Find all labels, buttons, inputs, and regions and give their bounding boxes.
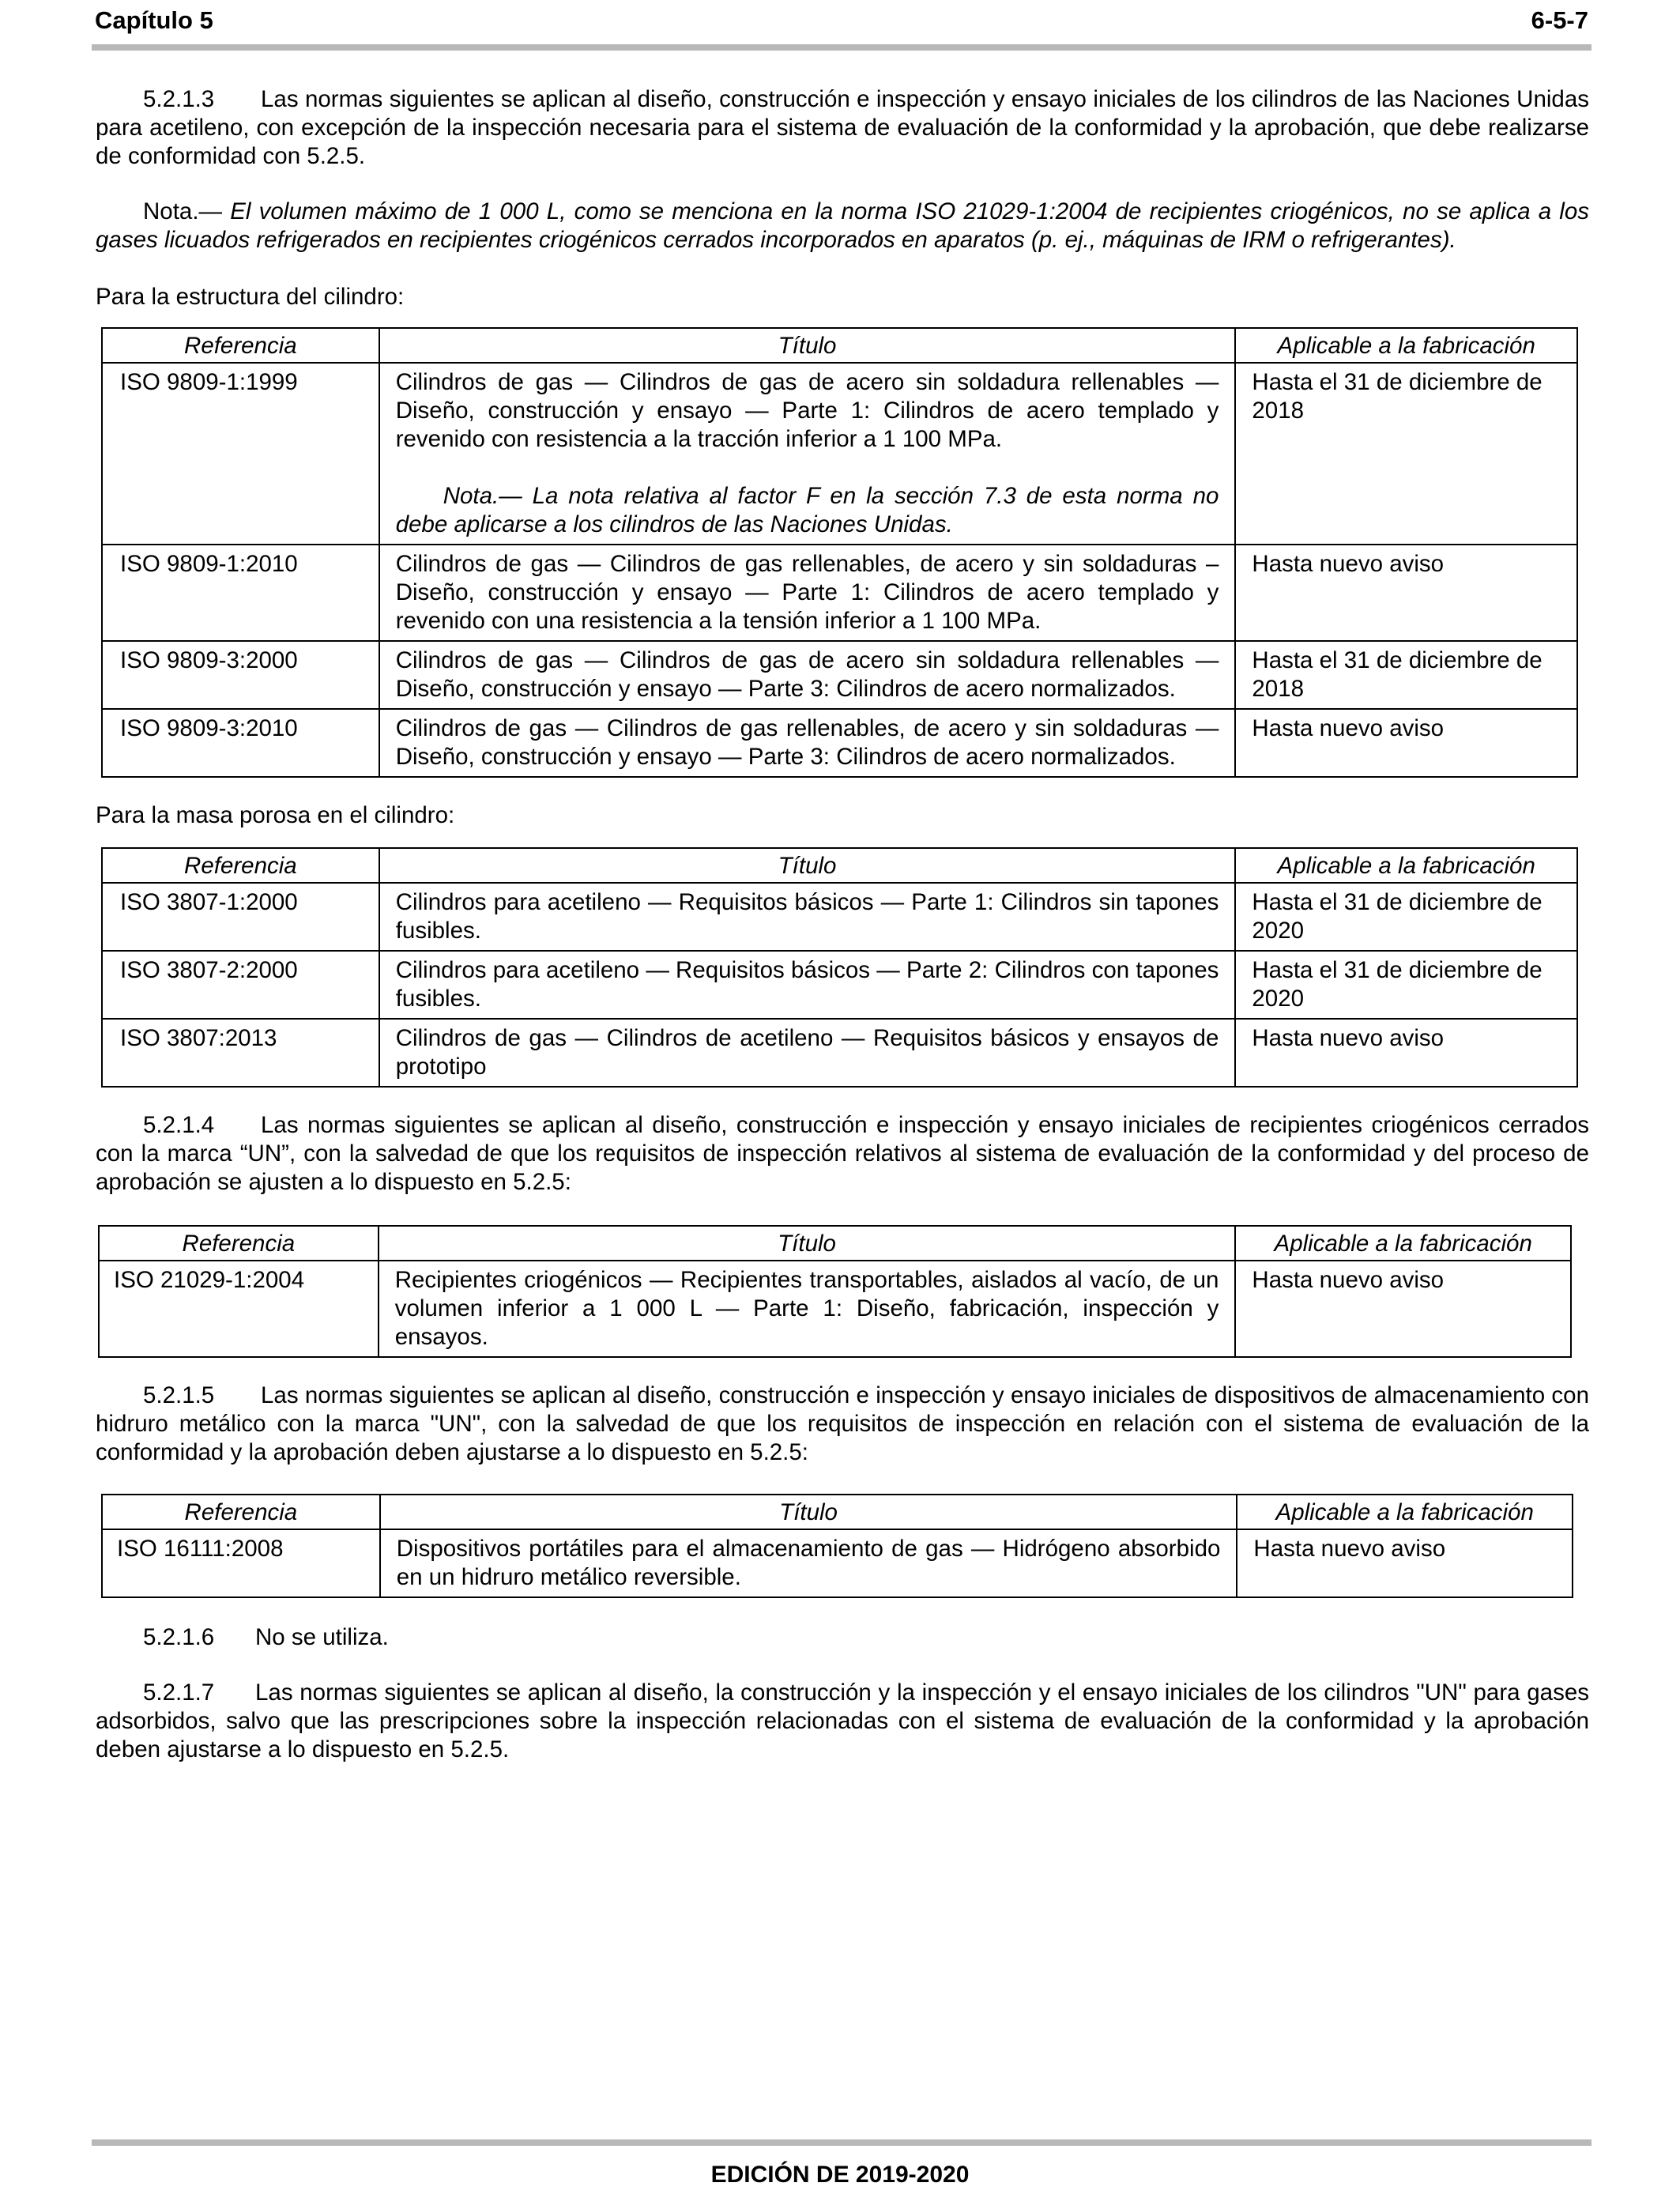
- paragraph-5-2-1-4: [96, 1111, 1589, 1197]
- section-text: No se utiliza.: [255, 1624, 389, 1650]
- header-applicable: Aplicable a la fabricación: [1235, 328, 1577, 363]
- cell-reference: ISO 3807-2:2000: [102, 951, 379, 1019]
- cell-reference: ISO 3807-1:2000: [102, 883, 379, 951]
- cell-reference: ISO 3807:2013: [102, 1019, 379, 1087]
- table-header-row: [102, 1495, 1573, 1529]
- cell-applicable: Hasta nuevo aviso: [1235, 1261, 1571, 1357]
- cell-title: Cilindros de gas — Cilindros de gas rellenables, de acero y sin soldaduras – Diseño, construcción y ensayo — Parte 1: Cilindros de acero templado y revenido con una resistencia a la tensión inferior a 1 100 MPa.: [379, 545, 1236, 641]
- note-text: El volumen máximo de 1 000 L, como se menciona en la norma ISO 21029-1:2004 de recipientes criogénicos, no se aplica a los gases licuados refrigerados en recipientes criogénicos cerrados incorporados en aparatos (p. ej., máquinas de IRM o refrigerantes).: [96, 198, 1589, 253]
- header-applicable: Aplicable a la fabricación: [1235, 1226, 1571, 1261]
- cell-applicable: Hasta nuevo aviso: [1235, 545, 1577, 641]
- porous-intro: Para la masa porosa en el cilindro:: [96, 802, 455, 828]
- section-number: 5.2.1.6: [143, 1624, 215, 1650]
- table-row: [102, 1019, 1577, 1087]
- page-number: 6-5-7: [1531, 6, 1588, 34]
- cell-applicable: Hasta nuevo aviso: [1237, 1529, 1573, 1597]
- header-reference: Referencia: [102, 848, 379, 883]
- title-note: Nota.— La nota relativa al factor F en la sección 7.3 de esta norma no debe aplicarse a los cilindros de las Naciones Unidas.: [395, 483, 1219, 537]
- section-number: 5.2.1.3: [143, 86, 215, 112]
- cell-applicable: Hasta el 31 de diciembre de 2020: [1235, 951, 1577, 1019]
- table-header-row: [102, 328, 1577, 363]
- porous-mass-table: [101, 847, 1578, 1088]
- cell-applicable: Hasta nuevo aviso: [1235, 1019, 1577, 1087]
- cell-title: [379, 363, 1236, 545]
- section-text: Las normas siguientes se aplican al diseño, construcción e inspección y ensayo iniciales de recipientes criogénicos cerrados con la marca “UN”, con la salvedad de que los requisitos de inspección relativos al sistema de evaluación de la conformidad y del proceso de aprobación se ajusten a lo dispuesto en 5.2.5:: [96, 1112, 1589, 1195]
- table-row: [102, 951, 1577, 1019]
- header-title: Título: [379, 1226, 1236, 1261]
- section-text: Las normas siguientes se aplican al diseño, la construcción y la inspección y el ensayo iniciales de los cilindros "UN" para gases adsorbidos, salvo que las prescripciones sobre la inspección relacionadas con el sistema de evaluación de la conformidad y la aprobación deben ajustarse a lo dispuesto en 5.2.5.: [96, 1679, 1589, 1762]
- header-reference: Referencia: [102, 328, 379, 363]
- paragraph-5-2-1-7: [96, 1679, 1589, 1764]
- header-applicable: Aplicable a la fabricación: [1235, 848, 1577, 883]
- table-row: [102, 1529, 1573, 1597]
- section-number: 5.2.1.7: [143, 1679, 215, 1706]
- page-content: [96, 85, 1589, 1764]
- cell-reference: ISO 9809-1:1999: [102, 363, 379, 545]
- table-row: [102, 883, 1577, 951]
- cell-reference: ISO 16111:2008: [102, 1529, 380, 1597]
- cell-title: Recipientes criogénicos — Recipientes transportables, aislados al vacío, de un volumen inferior a 1 000 L — Parte 1: Diseño, fabricación, inspección y ensayos.: [379, 1261, 1236, 1357]
- chapter-label: Capítulo 5: [95, 6, 213, 34]
- cell-reference: ISO 21029-1:2004: [99, 1261, 379, 1357]
- section-text: Las normas siguientes se aplican al diseño, construcción e inspección y ensayo iniciales de los cilindros de las Naciones Unidas para acetileno, con excepción de la inspección necesaria para el sistema de evaluación de la conformidad y la aprobación, que debe realizarse de conformidad con 5.2.5.: [96, 86, 1589, 169]
- cell-applicable: Hasta el 31 de diciembre de 2018: [1235, 641, 1577, 709]
- table-row: [102, 363, 1577, 545]
- header-title: Título: [380, 1495, 1237, 1529]
- note-label: Nota.—: [143, 198, 223, 224]
- table-row: [99, 1261, 1571, 1357]
- page-footer: EDICIÓN DE 2019-2020: [710, 2162, 970, 2188]
- section-text: Las normas siguientes se aplican al diseño, construcción e inspección y ensayo iniciales de dispositivos de almacenamiento con hidruro metálico con la marca "UN", con la salvedad de que los requisitos de inspección en relación con el sistema de evaluación de la conformidad y la aprobación deben ajustarse a lo dispuesto en 5.2.5:: [96, 1382, 1589, 1465]
- cell-reference: ISO 9809-3:2010: [102, 709, 379, 777]
- title-text: Cilindros de gas — Cilindros de gas de acero sin soldadura rellenables — Diseño, construcción y ensayo — Parte 1: Cilindros de acero templado y revenido con resistencia a la tracción inferior a 1 100 MPa.: [395, 369, 1219, 452]
- structure-standards-table: [101, 327, 1578, 778]
- header-title: Título: [379, 328, 1236, 363]
- header-applicable: Aplicable a la fabricación: [1237, 1495, 1573, 1529]
- header-title: Título: [379, 848, 1236, 883]
- footer-rule: [92, 2139, 1591, 2146]
- cell-applicable: Hasta nuevo aviso: [1235, 709, 1577, 777]
- header-rule: [92, 44, 1591, 51]
- structure-intro: Para la estructura del cilindro:: [96, 284, 405, 310]
- table-row: [102, 641, 1577, 709]
- table-header-row: [102, 848, 1577, 883]
- cell-applicable: Hasta el 31 de diciembre de 2018: [1235, 363, 1577, 545]
- header-reference: Referencia: [102, 1495, 380, 1529]
- metal-hydride-table: [101, 1494, 1573, 1598]
- table-header-row: [99, 1226, 1571, 1261]
- cell-title: Cilindros de gas — Cilindros de acetileno — Requisitos básicos y ensayos de prototipo: [379, 1019, 1236, 1087]
- section-number: 5.2.1.5: [143, 1382, 215, 1408]
- paragraph-5-2-1-5: [96, 1382, 1589, 1467]
- cell-applicable: Hasta el 31 de diciembre de 2020: [1235, 883, 1577, 951]
- cell-title: Dispositivos portátiles para el almacenamiento de gas — Hidrógeno absorbido en un hidruro metálico reversible.: [380, 1529, 1237, 1597]
- page-header: [95, 5, 1588, 36]
- table-row: [102, 709, 1577, 777]
- note-paragraph: [96, 198, 1589, 254]
- cell-title: Cilindros para acetileno — Requisitos básicos — Parte 2: Cilindros con tapones fusibles.: [379, 951, 1236, 1019]
- cell-title: Cilindros de gas — Cilindros de gas de acero sin soldadura rellenables — Diseño, construcción y ensayo — Parte 3: Cilindros de acero normalizados.: [379, 641, 1236, 709]
- cell-title: Cilindros de gas — Cilindros de gas rellenables, de acero y sin soldaduras — Diseño, construcción y ensayo — Parte 3: Cilindros de acero normalizados.: [379, 709, 1236, 777]
- cell-title: Cilindros para acetileno — Requisitos básicos — Parte 1: Cilindros sin tapones fusibles.: [379, 883, 1236, 951]
- header-reference: Referencia: [99, 1226, 379, 1261]
- cell-reference: ISO 9809-3:2000: [102, 641, 379, 709]
- cryogenic-table: [98, 1225, 1572, 1358]
- paragraph-5-2-1-6: [96, 1623, 1589, 1652]
- cell-reference: ISO 9809-1:2010: [102, 545, 379, 641]
- section-number: 5.2.1.4: [143, 1112, 215, 1138]
- table-row: [102, 545, 1577, 641]
- paragraph-5-2-1-3: [96, 85, 1589, 171]
